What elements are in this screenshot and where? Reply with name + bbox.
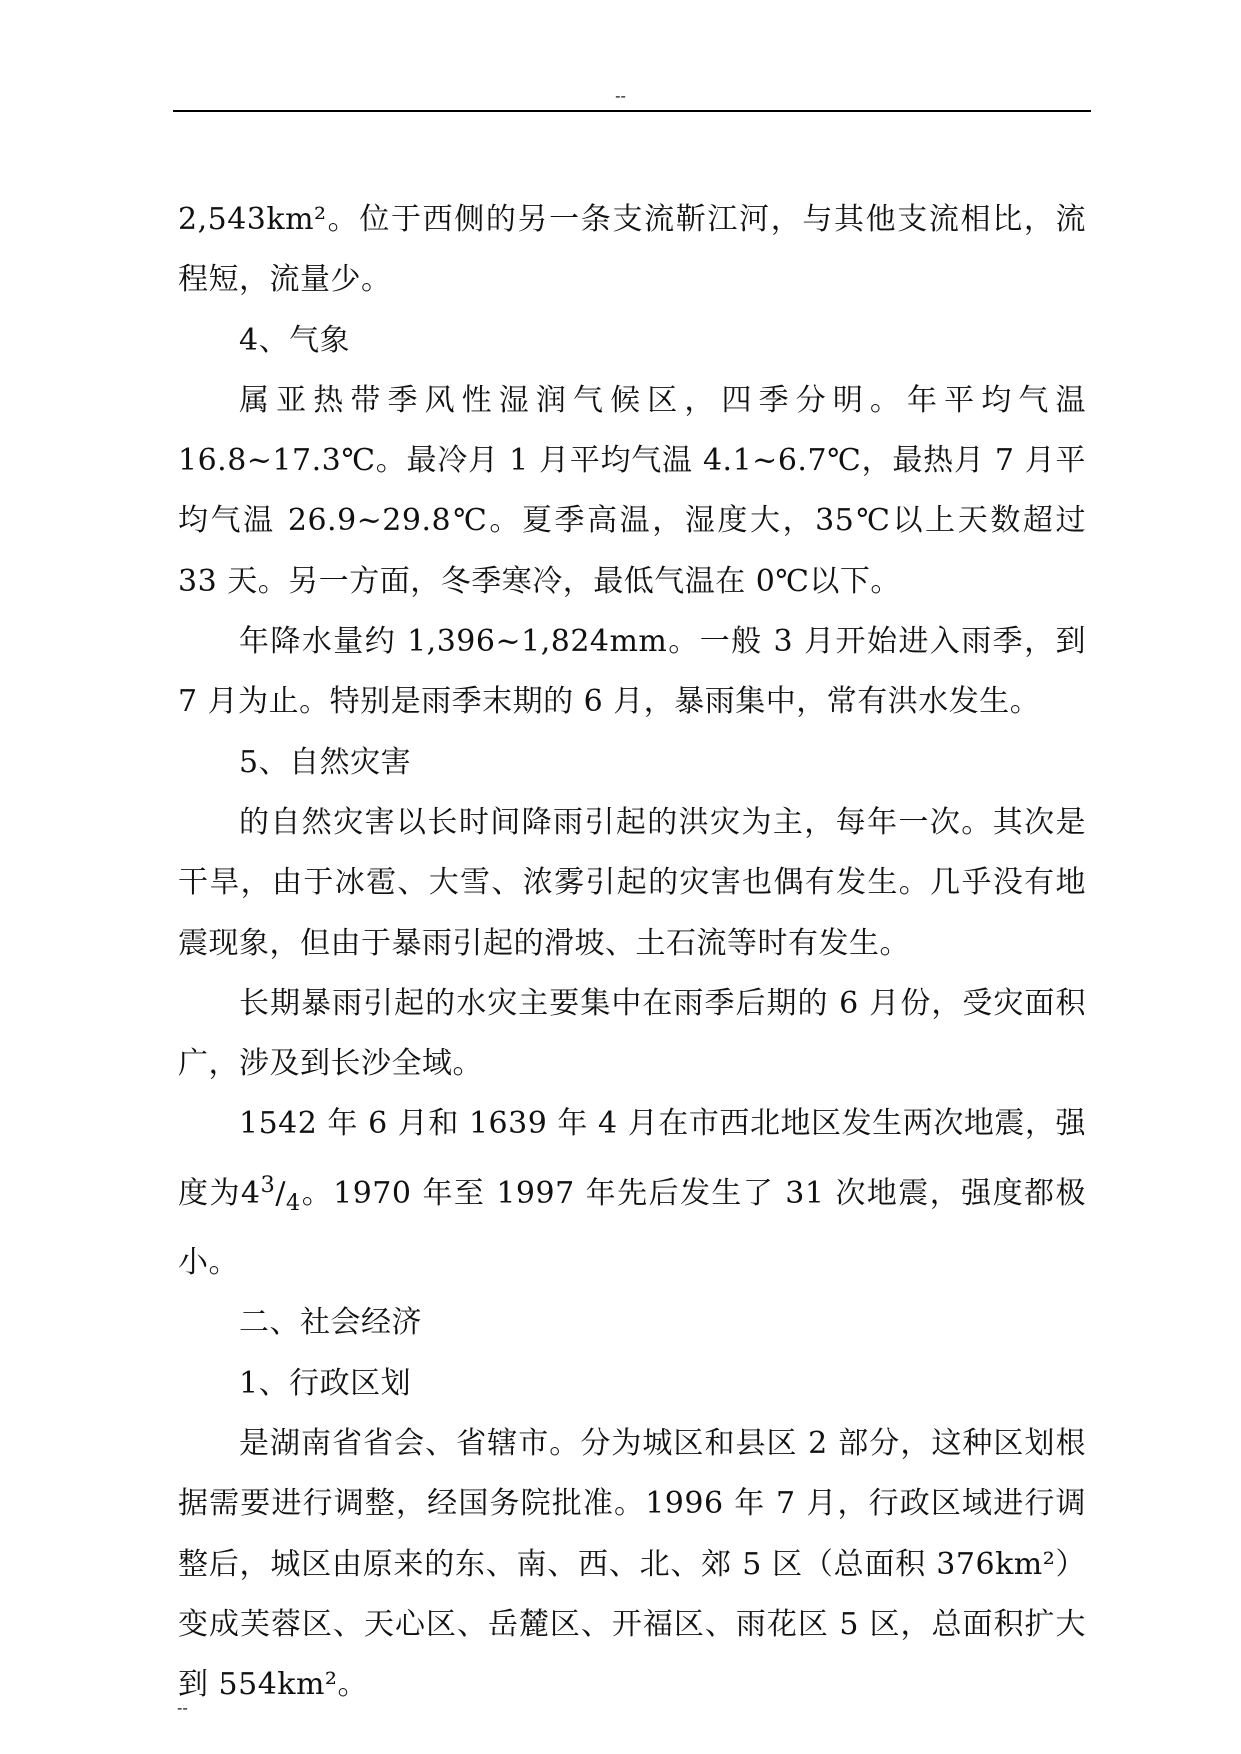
magnitude-value: $4^3/_4$ [240, 1171, 301, 1216]
earthquake-text-tail: 。1970 年至 1997 年先后发生了 31 次地震，强度都极小。 [178, 1175, 1086, 1281]
section-heading-administrative-divisions: 1、行政区划 [239, 1365, 412, 1401]
document-body [178, 190, 1086, 1715]
paragraph-climate: 属亚热带季风性湿润气候区，四季分明。年平均气温 16.8~17.3℃。最冷月 1 月平均气温 4.1~6.7℃，最热月 7 月平均气温 26.9~29.8℃。夏季高温，湿度大，35℃以上天数超过 33 天。另一方面，冬季寒冷，最低气温在 0℃以下。 [178, 382, 1086, 599]
paragraph-precipitation: 年降水量约 1,396~1,824mm。一般 3 月开始进入雨季，到 7 月为止。特别是雨季末期的 6 月，暴雨集中，常有洪水发生。 [178, 624, 1086, 720]
section-heading-climate: 4、气象 [239, 322, 351, 358]
paragraph-administrative: 是湖南省省会、省辖市。分为城区和县区 2 部分，这种区划根据需要进行调整，经国务院批准。1996 年 7 月，行政区域进行调整后，城区由原来的东、南、西、北、郊 5 区（总面积 376km²）变成芙蓉区、天心区、岳麓区、开福区、雨花区 5 区，总面积扩大到 554km²。 [178, 1425, 1086, 1703]
paragraph-earthquakes [178, 1094, 1086, 1293]
section-heading-natural-disasters: 5、自然灾害 [239, 744, 412, 780]
paragraph-continuation: 2,543km²。位于西侧的另一条支流靳江河，与其他支流相比，流程短，流量少。 [178, 202, 1086, 298]
page-footer-mark: -- [177, 1698, 188, 1717]
page-header-mark: -- [615, 86, 626, 105]
paragraph-disasters: 的自然灾害以长时间降雨引起的洪灾为主，每年一次。其次是干旱，由于冰雹、大雪、浓雾引起的灾害也偶有发生。几乎没有地震现象，但由于暴雨引起的滑坡、土石流等时有发生。 [178, 804, 1086, 961]
paragraph-flooding: 长期暴雨引起的水灾主要集中在雨季后期的 6 月份，受灾面积广，涉及到长沙全域。 [178, 985, 1086, 1082]
earthquake-text: 1542 年 6 月和 1639 年 4 月在市西北地区发生两次地震，强度为 [178, 1106, 1086, 1211]
section-heading-society-economy: 二、社会经济 [239, 1305, 422, 1341]
header-rule [173, 110, 1091, 112]
